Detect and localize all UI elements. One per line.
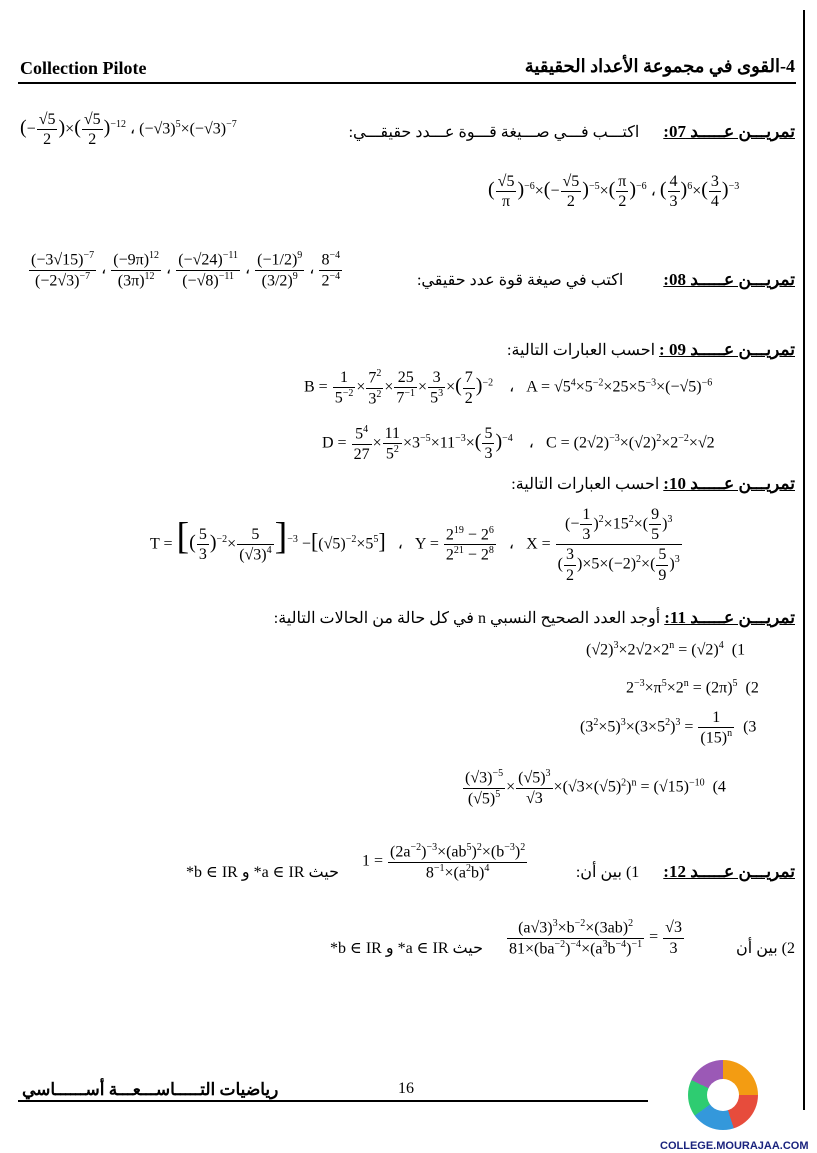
ex09-title: تمريـــن عـــــد 09 : [659, 340, 795, 359]
ex07-instruction: اكتـــب فـــي صـــيغة قـــوة عـــدد حقيقـــي: [348, 124, 640, 141]
ex08-row: $\frac{(-3√15)^{-7}}{(-2√3)^{-7}}$ ، $\frac{(-9\pi)^{12}}{(3\pi)^{12}}$ ، $\frac{(-√24)^{-11}}{(-√8)^{-11}}$ ، $\frac{(-1/2)^9}{(3/2)^9}$ ، $\frac{8^{-4}}{2^{-4}}$ [31, 250, 341, 289]
ex09-row1: B = $\frac{1}{5^{-2}}$ × $\frac{7^2}{3^2}$ × $\frac{25}{7^{-1}}$ × $\frac{3}{5^3}$ ×( $\frac{7}{2}$ )$^{-2}$ ، $A = √5^4\times 5^{-2}\times 25\times 5^{-3}\times(-√5)^{-6}$ [304, 368, 713, 407]
ex09-instruction: احسب العبارات التالية: [507, 342, 656, 359]
ex10-row: T = [( $\frac{5}{3}$ )$^{-2}$× $\frac{5}{(√3)^4}$ ]$^{-3} -[(√5)^{-2}\times 5^5]$ ، Y = $\frac{2^{19} - 2^6}{2^{21} - 2^8}$ ، X = (− $\frac{1}{3}$ )$^2\times 15^2\times$( $\frac{9}{5}$ )$^3$ ( $\frac{3}{2}$ )$\times 5\times(-2)^2\times$( $\frac{5}{9}$ )$^3$ [150, 506, 680, 584]
ex12-title: تمريـــن عـــــد 12: [663, 862, 795, 881]
footer-rule [18, 1100, 648, 1102]
ex10-heading [511, 474, 795, 494]
ex12-p1-condition: حيث a ∈ IR* و b ∈ IR* [186, 864, 339, 881]
ex12-heading [576, 862, 795, 882]
ex10-instruction: احسب العبارات التالية: [511, 476, 660, 493]
site-logo-text: COLLEGE.MOURAJAA.COM [660, 1140, 809, 1152]
ex11-heading [274, 608, 795, 628]
ex12-p1-expr: 1 = $\frac{(2a^{-2})^{-3}\times(ab^5)^2\times(b^{-3})^2}{8^{-1}\times(a^2b)^4}$ [362, 842, 526, 881]
ex12-p2-expr: $\frac{(a√3)^3\times b^{-2}\times(3ab)^2}{81\times(ba^{-2})^{-4}\times(a^3b^{-4})^{-1}}$ = $\frac{√3}{3}$ [509, 918, 682, 957]
header-rule [18, 82, 796, 84]
ex11-item3: $(3^2\times 5)^3\times(3\times 5^2)^3$ = $\frac{1}{(15)^n}$ (3 [580, 709, 757, 747]
right-margin-rule [803, 10, 805, 1110]
site-logo-icon [688, 1060, 758, 1130]
ex10-title: تمريـــن عـــــد 10: [663, 474, 795, 493]
ex11-item1: $(√2)^3\times 2√2\times 2^n = (√2)^4$ (1 [586, 640, 746, 659]
ex12-p1-label: 1) بين أن: [575, 864, 640, 881]
page-number: 16 [398, 1080, 414, 1097]
ex11-item2: $2^{-3}\times\pi^5\times 2^n = (2\pi)^5$ (2 [626, 678, 759, 697]
footer-subject: رياضيات التـــــاســـعـــة أســــــاسي [22, 1080, 279, 1099]
ex11-instruction: أوجد العدد الصحيح النسبي n في كل حالة من الحالات التالية: [273, 610, 661, 627]
ex08-heading [417, 270, 795, 290]
ex08-instruction: اكتب في صيغة قوة عدد حقيقي: [416, 272, 624, 289]
ex12-p2-condition: حيث a ∈ IR* و b ∈ IR* [330, 940, 483, 957]
ex07-title: تمريـــن عـــــد 07: [663, 122, 795, 141]
ex07-heading [349, 122, 795, 142]
ex07-row1: (− $\frac{√5}{2}$ )×( $\frac{√5}{2}$ )$^{-12}$ ، $(-√3)^5\times(-√3)^{-7}$ [20, 111, 237, 149]
ex11-title: تمريـــن عـــــد 11: [664, 608, 795, 627]
ex07-row2: ( $\frac{√5}{\pi}$ )$^{-6}$×(− $\frac{√5}{2}$ )$^{-5}$×( $\frac{\pi}{2}$ )$^{-6}$ ، ( $\frac{4}{3}$ )$^6$×( $\frac{3}{4}$ )$^{-3}$ [488, 173, 740, 211]
ex12-p2-label: 2) بين أن [736, 940, 795, 957]
ex09-row2: D = $\frac{5^4}{27}$ × $\frac{11}{5^2}$ $\times 3^{-5}\times 11^{-3}\times$( $\frac{5}{3}$ )$^{-4}$ ، $C = (2√2)^{-3}\times(√2)^2\times 2^{-2}\times√2$ [322, 424, 715, 463]
chapter-title: 4-القوى في مجموعة الأعداد الحقيقية [524, 56, 795, 76]
ex08-title: تمريـــن عـــــد 08: [663, 270, 795, 289]
collection-title: Collection Pilote [20, 58, 147, 78]
ex11-item4: $\frac{(√3)^{-5}}{(√5)^5}$ × $\frac{(√5)^3}{√3}$ $\times(√3\times(√5)^2)^n = (√15)^{-10}$ (4 [465, 768, 726, 807]
ex09-heading [507, 340, 795, 360]
